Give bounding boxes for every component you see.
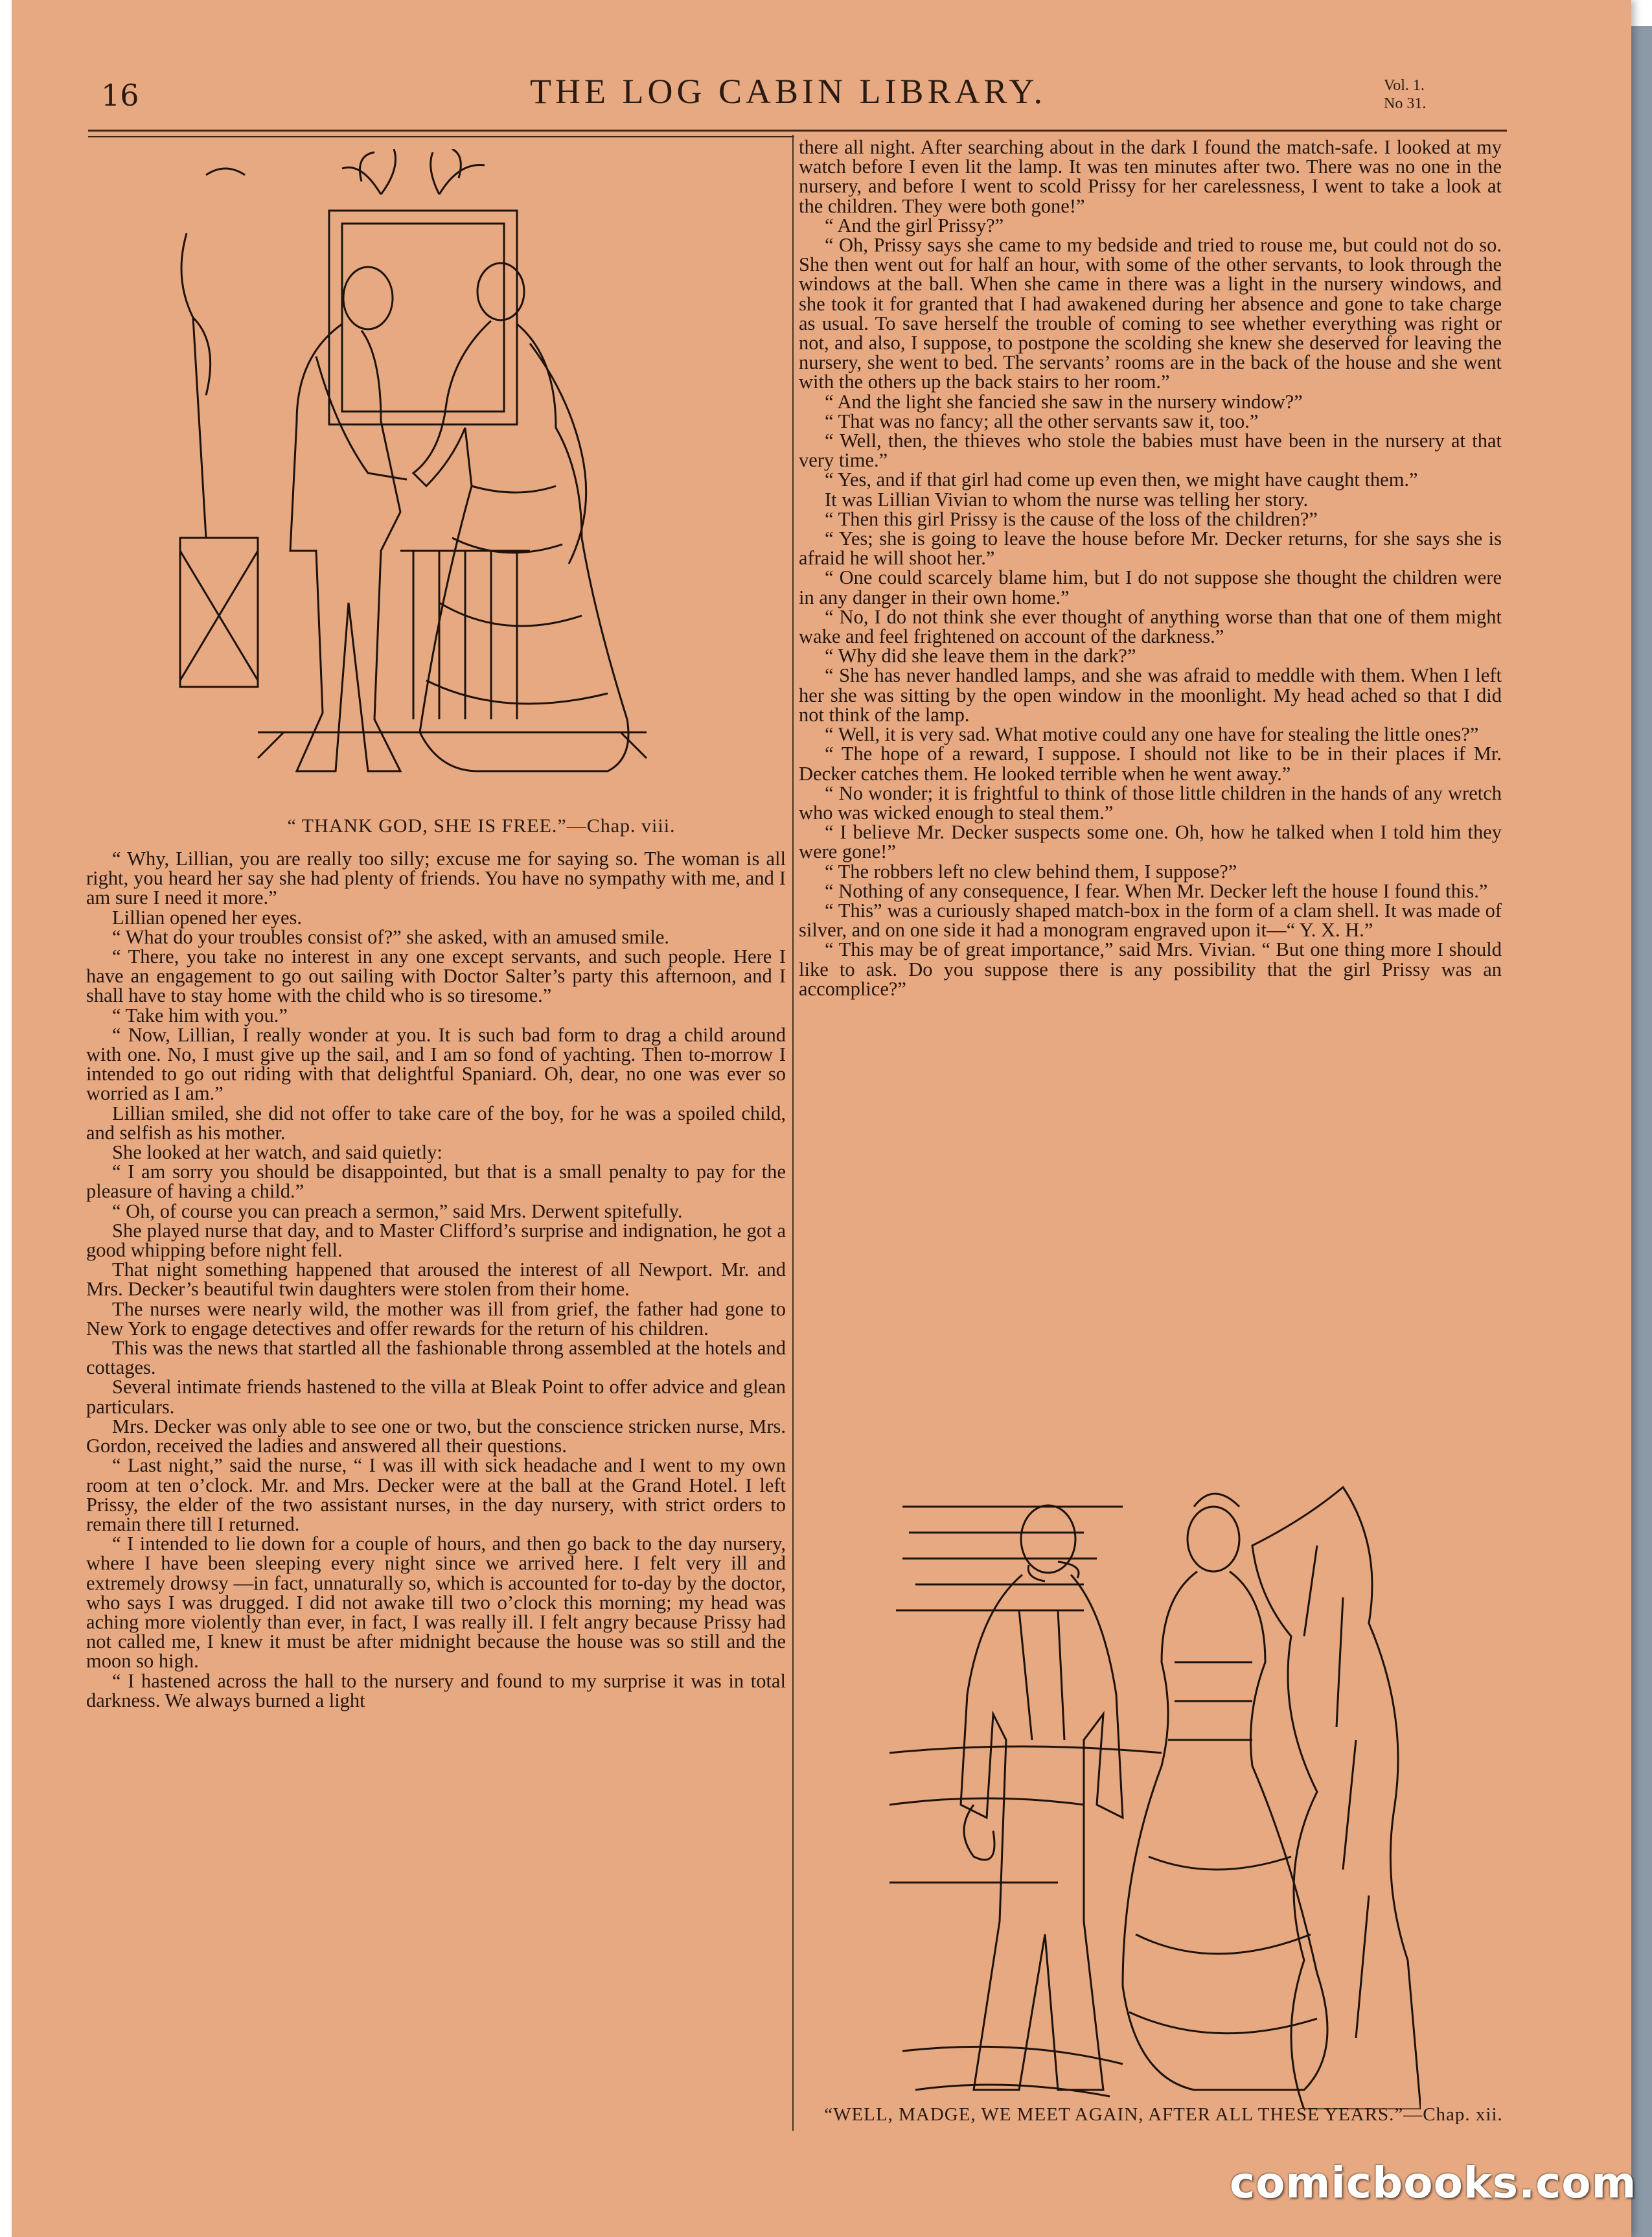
- paragraph: “ Well, it is very sad. What motive could any one have for stealing the little ones?”: [825, 723, 1479, 746]
- column-divider: [792, 135, 794, 2131]
- paragraph: “ Then this girl Prissy is the cause of the loss of the children?”: [825, 507, 1318, 530]
- paragraph: “ She has never handled lamps, and she was afraid to meddle with them. When I left her she was sitting by the open window in the moonlight. My head ached so that I did not think of the lamp.: [799, 664, 1502, 726]
- volume-number: [1384, 76, 1426, 113]
- paragraph: “ Oh, Prissy says she came to my bedside and tried to rouse me, but could not do so. She then went out for half an hour, with some of the other servants, to look through the windows at the ball. When she came in there was a light in the nursery windows, and she took it for granted that I had awakened during her absence and gone to take charge as usual. To save herself the trouble of coming to see whether everything was right or not, and also, I suppose, to postpone the scolding she knew she deserved for leaving the nursery, she went to bed. The servants’ rooms are in the back of the house and she went with the others up the back stairs to her room.”: [799, 234, 1502, 393]
- paragraph: “ Why, Lillian, you are really too silly; excuse me for saying so. The woman is all right, you heard her say she had plenty of friends. You have no sympathy with me, and I am sure I need it more.”: [86, 848, 786, 909]
- paragraph: “ Oh, of course you can preach a sermon,” said Mrs. Derwent spitefully.: [112, 1200, 683, 1222]
- paragraph: Mrs. Decker was only able to see one or two, but the conscience stricken nurse, Mrs. Gordon, received the ladies and answered all their questions.: [86, 1415, 786, 1457]
- publication-title: THE LOG CABIN LIBRARY.: [530, 72, 1047, 111]
- paragraph: That night something happened that aroused the interest of all Newport. Mr. and Mrs. Decker’s beautiful twin daughters were stolen from their home.: [86, 1258, 786, 1301]
- paragraph: “ Take him with you.”: [112, 1004, 288, 1026]
- engraving-drawing-seaside: [889, 1468, 1421, 2109]
- text-column-right: [799, 137, 1502, 999]
- paragraph: there all night. After searching about in the dark I found the match-safe. I looked at my watch before I even lit the lamp. It was ten minutes after two. There was no one in the nursery, and before I went to scold Prissy for her carelessness, I went to take a look at the children. They were both gone!”: [799, 136, 1502, 217]
- paragraph: “ What do your troubles consist of?” she asked, with an amused smile.: [112, 925, 670, 948]
- paragraph: She looked at her watch, and said quietly:: [112, 1141, 442, 1164]
- paragraph: “ No wonder; it is frightful to think of those little children in the hands of any wretch who was wicked enough to steal them.”: [799, 782, 1502, 824]
- paragraph: “ I am sorry you should be disappointed, but that is a small penalty to pay for the pleasure of having a child.”: [86, 1161, 786, 1203]
- paragraph: “ I intended to lie down for a couple of hours, and then go back to the day nursery, where I have been sleeping every night since we arrived here. I felt very ill and extremely drowsy —in fact, unnaturally so, which is accounted for to-day by the doctor, who says I was drugged. I did not awake till two o’clock this morning; my head was aching more violently than ever, in fact, I was really ill. I felt angry because Prissy had not called me, I knew it must be after midnight because the house was so still and the moon so high.: [86, 1533, 786, 1673]
- engraving-drawing: [167, 149, 672, 804]
- paragraph: “ And the light she fancied she saw in the nursery window?”: [825, 390, 1303, 413]
- paragraph: “ Why did she leave them in the dark?”: [825, 645, 1136, 667]
- header-rule-secondary: [88, 136, 794, 137]
- paragraph: “ Yes, and if that girl had come up even then, we might have caught them.”: [825, 469, 1418, 491]
- paragraph: “ No, I do not think she ever thought of anything worse than that one of them might wake and feel frightened on account of the darkness.”: [799, 605, 1502, 648]
- issue-line: No 31.: [1384, 95, 1427, 112]
- paragraph: Lillian opened her eyes.: [112, 906, 303, 929]
- magazine-page: [12, 0, 1637, 2237]
- paragraph: She played nurse that day, and to Master Clifford’s surprise and indignation, he got a good whipping before night fell.: [86, 1219, 786, 1262]
- paragraph: “ And the girl Prissy?”: [825, 214, 1004, 237]
- paragraph: “ Nothing of any consequence, I fear. When Mr. Decker left the house I found this.”: [825, 879, 1488, 902]
- paragraph: “ This may be of great importance,” said Mrs. Vivian. “ But one thing more I should like to ask. Do you suppose there is any possibility that the girl Prissy was an accomplice?”: [799, 938, 1502, 1000]
- paragraph: “ The robbers left no clew behind them, I suppose?”: [825, 860, 1237, 883]
- paragraph: This was the news that startled all the fashionable throng assembled at the hotels and cottages.: [86, 1337, 786, 1379]
- text-column-left: [86, 849, 786, 1710]
- illustration-caption-bottom: “WELL, MADGE, WE MEET AGAIN, AFTER ALL THESE YEARS.”—Chap. xii.: [824, 2104, 1503, 2125]
- paragraph: “ I believe Mr. Decker suspects some one. Oh, how he talked when I told him they were gone!”: [799, 821, 1502, 863]
- page-number: 16: [101, 78, 139, 113]
- paragraph: “ There, you take no interest in any one except servants, and such people. Here I have an engagement to go out sailing with Doctor Salter’s party this afternoon, and I shall have to stay home with the child who is so tiresome.”: [86, 945, 786, 1007]
- paragraph: The nurses were nearly wild, the mother was ill from grief, the father had gone to New York to engage detectives and offer rewards for the return of his children.: [86, 1297, 786, 1339]
- illustration-couple-seaside: [889, 1468, 1421, 2109]
- paragraph: “ This” was a curiously shaped match-box in the form of a clam shell. It was made of silver, and on one side it had a monogram engraved upon it—“ Y. X. H.”: [799, 899, 1502, 942]
- paragraph: It was Lillian Vivian to whom the nurse was telling her story.: [825, 488, 1309, 511]
- header-rule: [88, 130, 1507, 132]
- illustration-caption-top: “ THANK GOD, SHE IS FREE.”—Chap. viii.: [287, 815, 676, 837]
- paragraph: “ Yes; she is going to leave the house before Mr. Decker returns, for she says she is afraid he will shoot her.”: [799, 527, 1502, 570]
- paragraph: “ That was no fancy; all the other servants saw it, too.”: [825, 410, 1259, 432]
- paragraph: “ One could scarcely blame him, but I do not suppose she thought the children were in any danger in their own home.”: [799, 566, 1502, 609]
- paragraph: “ I hastened across the hall to the nursery and found to my surprise it was in total darkness. We always burned a light: [86, 1669, 786, 1711]
- paragraph: “ Now, Lillian, I really wonder at you. It is such bad form to drag a child around with one. No, I must give up the sail, and I am so fond of yachting. Then to-morrow I intended to go out riding with that delightful Spaniard. Oh, dear, no one was ever so worried as I am.”: [86, 1023, 786, 1105]
- paragraph: “ Last night,” said the nurse, “ I was ill with sick headache and I went to my own room at ten o’clock. Mr. and Mrs. Decker were at the ball at the Grand Hotel. I left Prissy, the elder of the two assistant nurses, in the day nursery, with strict orders to remain there till I returned.: [86, 1454, 786, 1535]
- paragraph: Lillian smiled, she did not offer to take care of the boy, for he was a spoiled child, and selfish as his mother.: [86, 1102, 786, 1144]
- illustration-couple-hands: [167, 149, 672, 804]
- paragraph: “ The hope of a reward, I suppose. I should not like to be in their places if Mr. Decker catches them. He looked terrible when he went away.”: [799, 743, 1502, 785]
- paragraph: Several intimate friends hastened to the villa at Bleak Point to offer advice and glean particulars.: [86, 1376, 786, 1418]
- paragraph: “ Well, then, the thieves who stole the babies must have been in the nursery at that very time.”: [799, 430, 1502, 472]
- site-watermark: comicbooks.com: [1230, 2158, 1637, 2208]
- volume-line: Vol. 1.: [1384, 77, 1425, 94]
